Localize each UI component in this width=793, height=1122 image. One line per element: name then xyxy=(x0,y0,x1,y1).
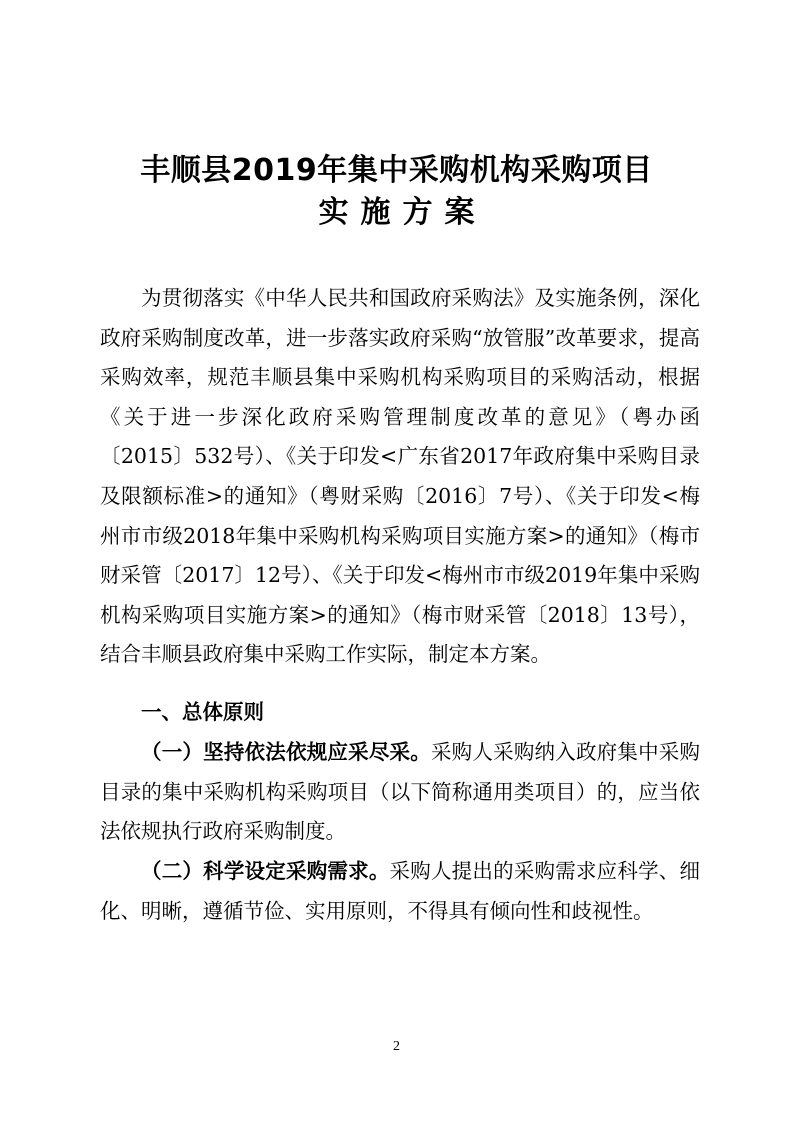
principle-item-1-text: 采购人采购纳入政府集中采购目录的集中采购机构采购项目（以下简称通用类项目）的，应当依法依规执行政府采购制度。 xyxy=(100,740,701,844)
document-subtitle: 实施方案 xyxy=(318,195,487,230)
principle-item-2-text: 采购人提出的采购需求应科学、细化、明晰，遵循节俭、实用原则，不得具有倾向性和歧视性。 xyxy=(100,859,701,923)
page-number: 2 xyxy=(393,1039,400,1054)
intro-paragraph: 为贯彻落实《中华人民共和国政府采购法》及实施条例，深化政府采购制度改革，进一步落实政府采购“放管服”改革要求，提高采购效率，规范丰顺县集中采购机构采购项目的采购活动，根据《关于进一步深化政府采购管理制度改革的意见》（粤办函〔2015〕532号）、《关于印发<广东省2017年政府集中采购目录及限额标准>的通知》（粤财采购〔2016〕7号）、《关于印发<梅州市市级2018年集中采购机构采购项目实施方案>的通知》（梅市财采管〔2017〕12号）、《关于印发<梅州市市级2019年集中采购机构采购项目实施方案>的通知》（梅市财采管〔2018〕13号），结合丰顺县政府集中采购工作实际，制定本方案。 xyxy=(100,286,700,667)
document-title: 丰顺县2019年集中采购机构采购项目 xyxy=(140,153,653,188)
section-heading: 一、总体原则 xyxy=(141,700,264,724)
principle-item-2-lead: （二）科学设定采购需求。 xyxy=(141,859,390,883)
principle-item-1-lead: （一）坚持依法依规应采尽采。 xyxy=(141,740,431,764)
principle-item-2 xyxy=(100,852,700,931)
principle-item-1 xyxy=(100,733,700,852)
